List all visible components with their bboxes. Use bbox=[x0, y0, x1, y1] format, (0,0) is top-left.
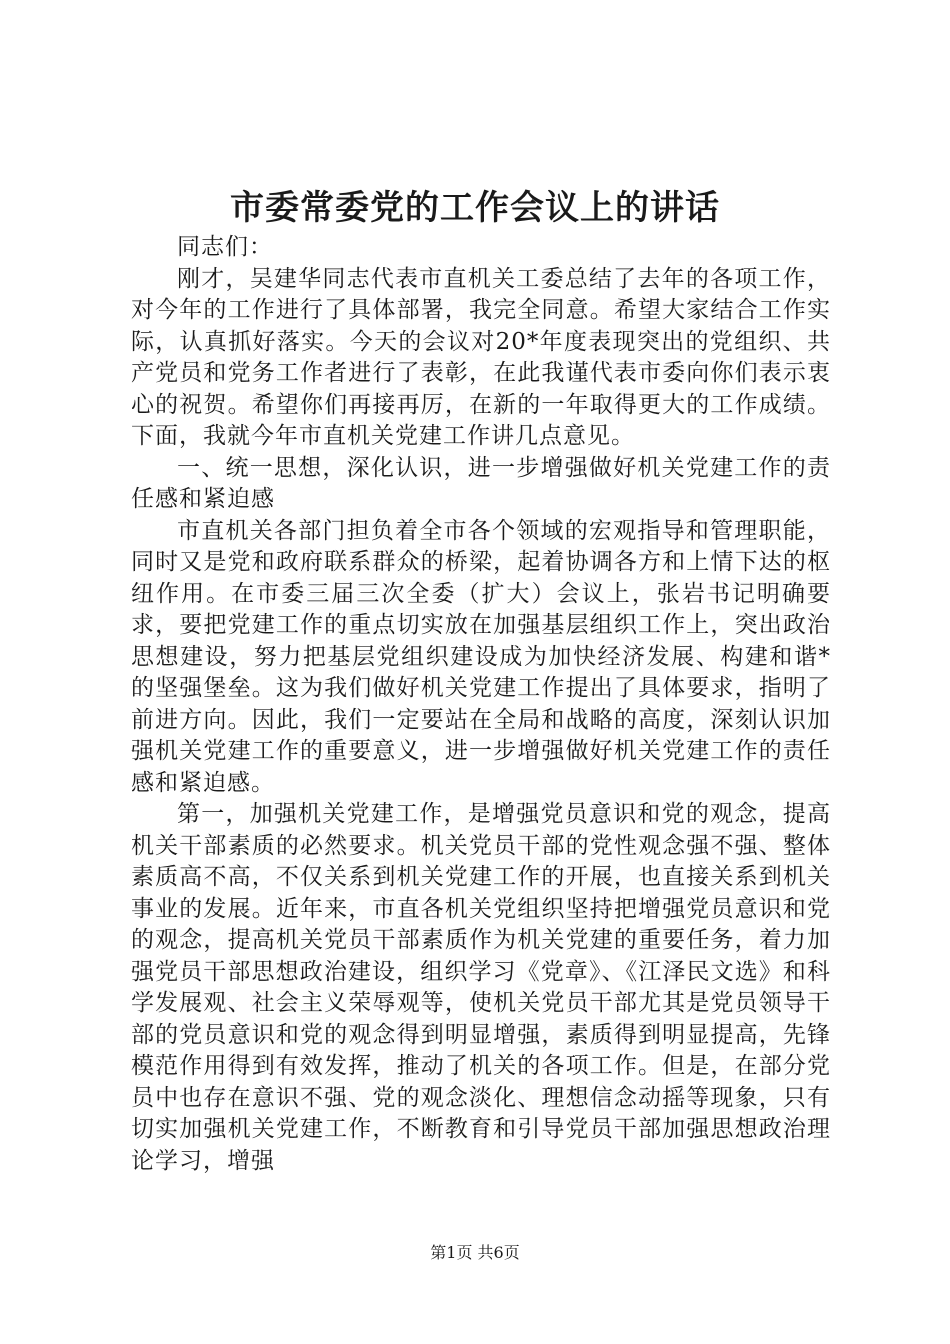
document-title: 市委常委党的工作会议上的讲话 bbox=[230, 188, 720, 228]
section-heading-1: 一、统一思想，深化认识，进一步增强做好机关党建工作的责任感和紧迫感 bbox=[131, 454, 831, 512]
page-number: 第1页 共6页 bbox=[430, 1243, 520, 1262]
document-body bbox=[131, 232, 831, 1177]
paragraph-section-1: 市直机关各部门担负着全市各个领域的宏观指导和管理职能，同时又是党和政府联系群众的桥梁，起着协调各方和上情下达的枢纽作用。在市委三届三次全委（扩大）会议上，张岩书记明确要求，要把党建工作的重点切实放在加强基层组织工作上，突出政治思想建设，努力把基层党组织建设成为加快经济发展、构建和谐*的坚强堡垒。这为我们做好机关党建工作提出了具体要求，指明了前进方向。因此，我们一定要站在全局和战略的高度，深刻认识加强机关党建工作的重要意义，进一步增强做好机关党建工作的责任感和紧迫感。 bbox=[131, 517, 831, 796]
salutation: 同志们： bbox=[177, 234, 273, 260]
paragraph-intro: 刚才，吴建华同志代表市直机关工委总结了去年的各项工作，对今年的工作进行了具体部署，我完全同意。希望大家结合工作实际，认真抓好落实。今天的会议对20*年度表现突出的党组织、共产党员和党务工作者进行了表彰，在此我谨代表市委向你们表示衷心的祝贺。希望你们再接再厉，在新的一年取得更大的工作成绩。下面，我就今年市直机关党建工作讲几点意见。 bbox=[131, 265, 831, 449]
paragraph-point-1: 第一，加强机关党建工作，是增强党员意识和党的观念，提高机关干部素质的必然要求。机关党员干部的党性观念强不强、整体素质高不高，不仅关系到机关党建工作的开展，也直接关系到机关事业的发展。近年来，市直各机关党组织坚持把增强党员意识和党的观念，提高机关党员干部素质作为机关党建的重要任务，着力加强党员干部思想政治建设，组织学习《党章》、《江泽民文选》和科学发展观、社会主义荣辱观等，使机关党员干部尤其是党员领导干部的党员意识和党的观念得到明显增强，素质得到明显提高，先锋模范作用得到有效发挥，推动了机关的各项工作。但是，在部分党员中也存在意识不强、党的观念淡化、理想信念动摇等现象，只有切实加强机关党建工作，不断教育和引导党员干部加强思想政治理论学习，增强 bbox=[131, 801, 831, 1174]
